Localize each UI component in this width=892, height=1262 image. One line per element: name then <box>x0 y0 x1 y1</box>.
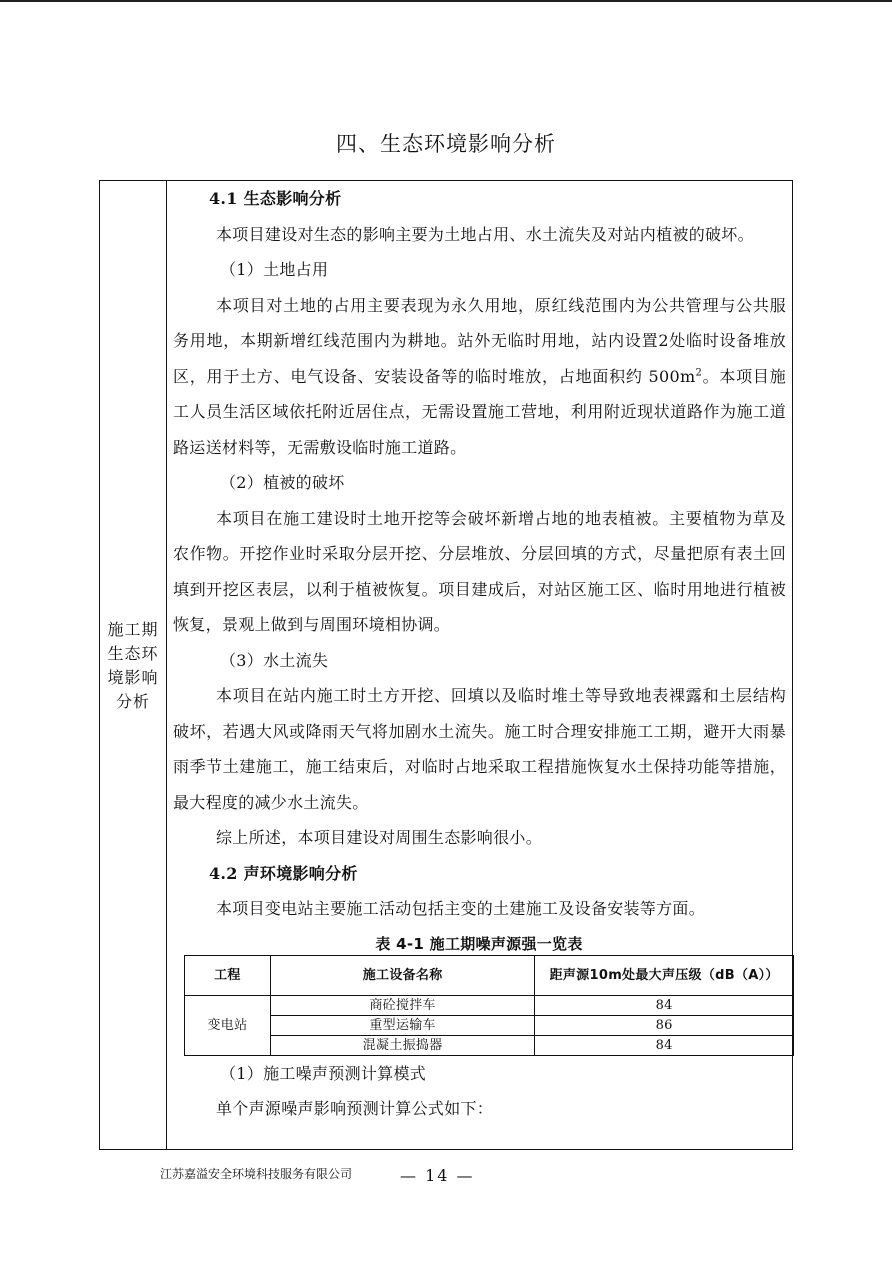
table-cell: 86 <box>535 1015 794 1035</box>
soil-erosion-text: 本项目在站内施工时土方开挖、回填以及临时堆土等导致地表裸露和土层结构破坏，若遇大风或降雨天气将加剧水土流失。施工时合理安排施工工期，避开大雨暴雨季节土建施工，施工结束后，对临时占地采取工程措施恢复水土保持功能等措施，最大程度的减少水土流失。 <box>173 686 786 812</box>
table-header-cell: 工程 <box>185 955 271 995</box>
noise-source-table <box>184 955 794 1056</box>
vegetation-text: 本项目在施工建设时土地开挖等会破坏新增占地的地表植被。主要植物为草及农作物。开挖作业时采取分层开挖、分层堆放、分层回填的方式，尽量把原有表土回填到开挖区表层，以利于植被恢复。项目建成后，对站区施工区、临时用地进行植被恢复，景观上做到与周围环境相协调。 <box>173 508 786 634</box>
vegetation-heading: （2）植被的破坏 <box>220 473 345 492</box>
land-use-text-b: 。本项目施工人员生活区域依托附近居住点，无需设置施工营地，利用附近现状道路作为施工道路运送材料等，无需敷设临时施工道路。 <box>173 366 786 457</box>
table-cell: 商砼搅拌车 <box>270 995 535 1015</box>
table-title: 表 4-1 施工期噪声源强一览表 <box>375 934 583 953</box>
land-use-superscript: 2 <box>695 367 703 379</box>
table-header-cell: 施工设备名称 <box>270 955 535 995</box>
land-use-text <box>166 288 792 466</box>
table-cell: 84 <box>535 995 794 1015</box>
section-4-1-heading: 4.1 生态影响分析 <box>209 189 342 208</box>
table-row <box>185 1015 794 1035</box>
land-use-heading: （1）土地占用 <box>220 260 329 279</box>
side-label: 施工期生态环境影响分析 <box>107 620 159 711</box>
table-header-row <box>185 955 794 995</box>
content-area <box>166 181 792 1149</box>
section-4-2-intro: 本项目变电站主要施工活动包括主变的土建施工及设备安装等方面。 <box>216 899 706 918</box>
table-row <box>185 1035 794 1055</box>
page-title: 四、生态环境影响分析 <box>336 132 556 156</box>
table-header-cell: 距声源10m处最大声压级（dB（A）） <box>535 955 794 995</box>
table-project-cell: 变电站 <box>185 995 271 1055</box>
table-row <box>185 995 794 1015</box>
table-cell: 84 <box>535 1035 794 1055</box>
noise-calc-heading: （1）施工噪声预测计算模式 <box>220 1063 427 1083</box>
section-4-2-heading: 4.2 声环境影响分析 <box>209 863 358 883</box>
page-top-border <box>0 0 892 2</box>
land-use-text-a: 本项目对土地的占用主要表现为永久用地，原红线范围内为公共管理与公共服务用地，本期新增红线范围内为耕地。站外无临时用地，站内设置2处临时设备堆放区，用于土方、电气设备、安装设备等的临时堆放，占地面积约 500m <box>173 295 786 386</box>
page-number: — 14 — <box>400 1166 475 1185</box>
summary-text: 综上所述，本项目建设对周围生态影响很小。 <box>216 828 543 847</box>
noise-calc-text: 单个声源噪声影响预测计算公式如下： <box>216 1099 494 1118</box>
soil-erosion-heading: （3）水土流失 <box>220 650 329 670</box>
footer-company: 江苏嘉溢安全环境科技服务有限公司 <box>160 1167 353 1181</box>
table-cell: 重型运输车 <box>270 1015 535 1035</box>
section-4-1-intro: 本项目建设对生态的影响主要为土地占用、水土流失及对站内植被的破坏。 <box>216 224 754 244</box>
table-cell: 混凝土振捣器 <box>270 1035 535 1055</box>
content-frame <box>99 180 793 1150</box>
